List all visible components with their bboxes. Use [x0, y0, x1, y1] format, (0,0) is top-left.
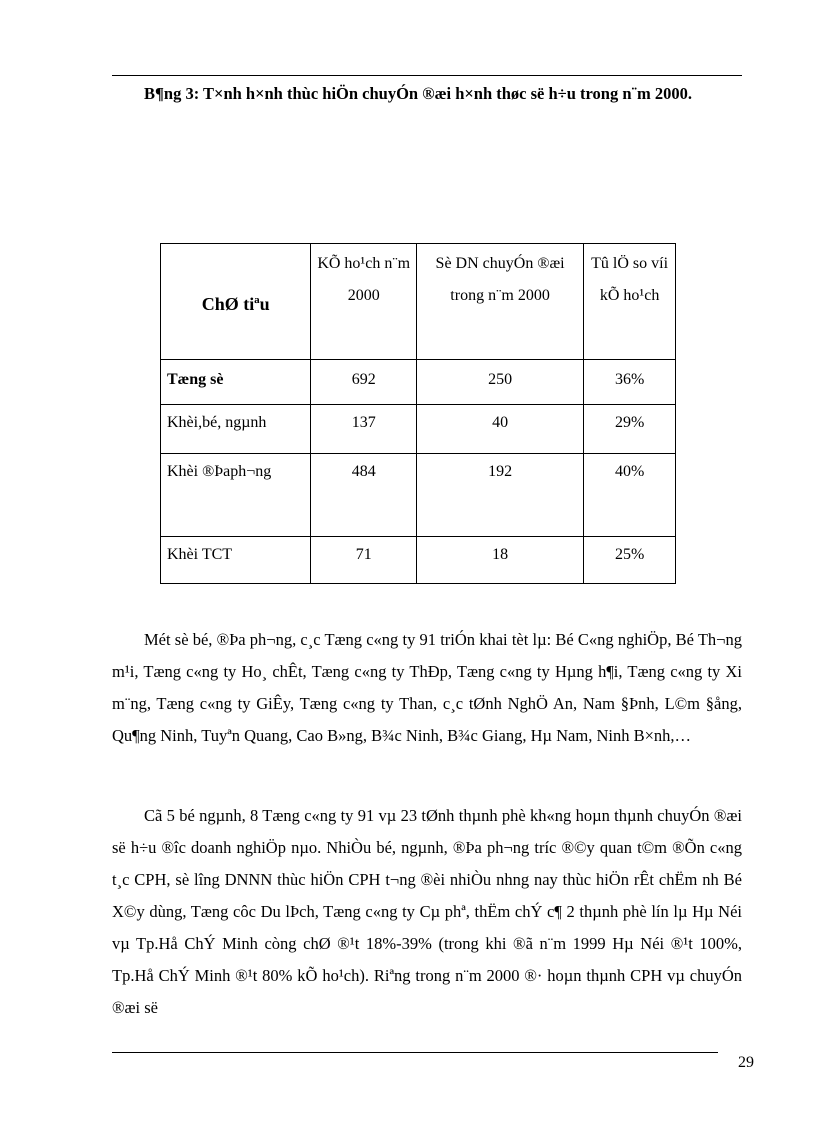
converted-value: 18	[416, 537, 583, 584]
header-cell-indicator: ChØ tiªu	[161, 244, 311, 360]
row-label: Tæng sè	[161, 360, 311, 405]
converted-value: 40	[416, 405, 583, 454]
plan-value: 137	[311, 405, 417, 454]
header-rule	[112, 75, 742, 76]
table-header-row	[161, 244, 676, 360]
table-row	[161, 454, 676, 537]
table-caption: B¶ng 3: T×nh h×nh thùc hiÖn chuyÓn ®æi h×nh thøc së h÷u trong n¨m 2000.	[144, 84, 693, 103]
body-paragraph-1: Mét sè bé, ®Þa ph¬ng, c¸c Tæng c«ng ty 91 triÓn khai tèt lµ: Bé C«ng nghiÖp, Bé Th¬ng m¹i, Tæng c«ng ty Ho¸ chÊt, Tæng c«ng ty ThÐp, Tæng c«ng ty Hµng h¶i, Tæng c«ng ty Xi m¨ng, Tæng c«ng ty GiÊy, Tæng c«ng ty Than, c¸c tØnh NghÖ An, Nam §Þnh, L©m §ång, Qu¶ng Ninh, Tuyªn Quang, Cao B»ng, B¾c Ninh, B¾c Giang, Hµ Nam, Ninh B×nh,…	[112, 630, 742, 745]
page-number: 29	[738, 1054, 754, 1071]
ratio-value: 36%	[584, 360, 676, 405]
plan-value: 71	[311, 537, 417, 584]
ratio-value: 29%	[584, 405, 676, 454]
converted-value: 250	[416, 360, 583, 405]
header-cell-plan: KÕ ho¹ch n¨m 2000	[311, 244, 417, 360]
converted-value: 192	[416, 454, 583, 537]
table-row	[161, 405, 676, 454]
table-row	[161, 360, 676, 405]
row-label: Khèi,bé, ngµnh	[161, 405, 311, 454]
conversion-table	[160, 243, 676, 584]
row-label: Khèi ®Þaph¬ng	[161, 454, 311, 537]
body-paragraph-2: Cã 5 bé ngµnh, 8 Tæng c«ng ty 91 vµ 23 tØnh thµnh phè kh«ng hoµn thµnh chuyÓn ®æi së h÷u ®îc doanh nghiÖp nµo. NhiÒu bé, ngµnh, ®Þa ph¬ng tríc ®©y quan t©m ®Õn c«ng t¸c CPH, sè lîng DNNN thùc hiÖn CPH t¬ng ®èi nhiÒu nhng nay thùc hiÖn rÊt chËm nh Bé X©y dùng, Tæng côc Du lÞch, Tæng c«ng ty Cµ phª, thËm chÝ c¶ 2 thµnh phè lín lµ Hµ Néi vµ Tp.Hå ChÝ Minh còng chØ ®¹t 18%-39% (trong khi ®ã n¨m 1999 Hµ Néi ®¹t 100%, Tp.Hå ChÝ Minh ®¹t 80% kÕ ho¹ch). Riªng trong n¨m 2000 ®· hoµn thµnh CPH vµ chuyÓn ®æi së	[112, 806, 742, 1017]
plan-value: 692	[311, 360, 417, 405]
footer-rule	[112, 1052, 718, 1053]
header-cell-ratio: Tû lÖ so víi kÕ ho¹ch	[584, 244, 676, 360]
table-row	[161, 537, 676, 584]
row-label: Khèi TCT	[161, 537, 311, 584]
ratio-value: 40%	[584, 454, 676, 537]
header-cell-converted: Sè DN chuyÓn ®æi trong n¨m 2000	[416, 244, 583, 360]
plan-value: 484	[311, 454, 417, 537]
ratio-value: 25%	[584, 537, 676, 584]
